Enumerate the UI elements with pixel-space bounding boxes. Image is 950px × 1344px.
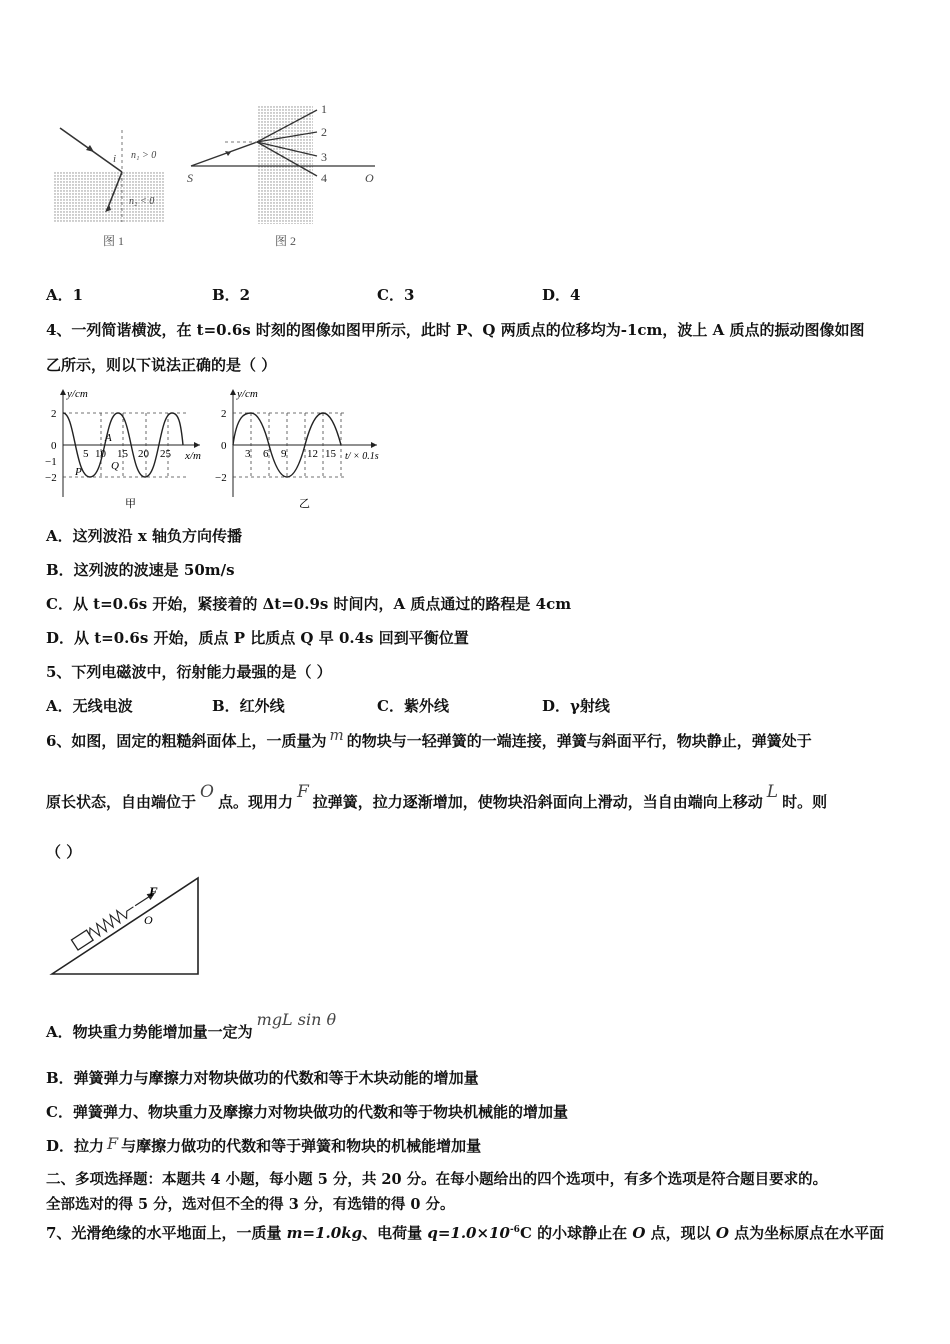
q4-left-ytick-m2: −2 [45, 472, 57, 484]
q6-line2c: 拉弹簧，拉力逐渐增加，使物块沿斜面向上滑动，当自由端向上移动 [312, 793, 763, 811]
q5-option-a: A．无线电波 [46, 697, 133, 715]
q7-exponent: -6 [509, 1225, 520, 1235]
q6-stem-line2 [46, 782, 828, 812]
fig2-o: O [365, 171, 374, 185]
q4-option-c: C．从 t=0.6s 开始，紧接着的 Δt=0.9s 时间内，A 质点通过的路程是 4cm [46, 595, 572, 613]
q3-option-d: D．4 [542, 286, 581, 304]
figure-2 [187, 102, 375, 248]
q4-left-xtick-5: 5 [83, 448, 89, 460]
q6-line1a: 6、如图，固定的粗糙斜面体上，一质量为 [46, 732, 327, 750]
q6-fig-f: F [149, 884, 158, 899]
q6-stem-line3: （ ） [46, 843, 82, 861]
q6-option-d-a: D．拉力 [46, 1137, 105, 1155]
q4-stem-line1: 4、一列简谐横波，在 t=0.6s 时刻的图像如图甲所示，此时 P、Q 两质点的位移均为-1cm，波上 A 质点的振动图像如图 [46, 321, 865, 339]
q6-option-d [46, 1136, 481, 1156]
q4-stem-line2: 乙所示，则以下说法正确的是（ ） [46, 356, 277, 374]
q6-option-d-b: 与摩擦力做功的代数和等于弹簧和物块的机械能增加量 [121, 1137, 482, 1155]
q5-option-d: D．γ射线 [542, 697, 610, 715]
q4-right-xtick-6: 6 [263, 448, 269, 460]
q4-right-caption: 乙 [299, 498, 310, 510]
q6-line2a: 原长状态，自由端位于 [46, 793, 197, 811]
q4-right-xlabel: t/ × 0.1s [345, 451, 379, 462]
q6-f-symbol: F [296, 782, 309, 802]
q4-option-d: D．从 t=0.6s 开始，质点 P 比质点 Q 早 0.4s 回到平衡位置 [46, 629, 469, 647]
q4-left-xtick-20: 20 [138, 448, 149, 460]
q4-right-ytick-0: 0 [221, 440, 227, 452]
q6-o-symbol: O [200, 782, 214, 802]
q4-left-caption: 甲 [125, 498, 136, 510]
fig1-label: 图 1 [103, 234, 125, 248]
q4-right-xtick-9: 9 [281, 448, 287, 460]
q4-point-a: A [105, 432, 112, 444]
fig2-ray-2: 2 [321, 125, 327, 139]
q4-right-xtick-15: 15 [325, 448, 336, 460]
q6-line1b: 的物块与一轻弹簧的一端连接，弹簧与斜面平行，物块静止，弹簧处于 [346, 732, 812, 750]
q7-c: 、电荷量 [362, 1224, 428, 1242]
q4-right-ytick-2: 2 [221, 408, 227, 420]
q4-left-xlabel: x/m [185, 450, 201, 462]
q6-line2d: 时。则 [782, 793, 828, 811]
fig1-n1: n₁ > 0 [131, 150, 157, 161]
q7-o1: O [632, 1224, 646, 1242]
q6-option-c: C．弹簧弹力、物块重力及摩擦力对物块做功的代数和等于物块机械能的增加量 [46, 1103, 568, 1121]
q3-option-c: C．3 [377, 286, 415, 304]
fig1-i: i [113, 153, 117, 165]
fig2-s: S [187, 171, 193, 185]
q3-option-b: B．2 [212, 286, 251, 304]
q4-left-ytick-2: 2 [51, 408, 57, 420]
fig2-ray-1: 1 [321, 102, 327, 116]
q6-fig-o: O [144, 913, 153, 927]
q4-right-xtick-3: 3 [245, 448, 251, 460]
q7-o2: O [715, 1224, 729, 1242]
q6-mass-symbol: m [329, 726, 344, 744]
q4-option-a: A．这列波沿 x 轴负方向传播 [46, 527, 243, 545]
q4-right-ytick-m2: −2 [215, 472, 227, 484]
q4-left-xtick-10: 10 [95, 448, 106, 460]
q4-right-ylabel: y/cm [237, 388, 258, 400]
q6-option-d-f: F [107, 1134, 119, 1153]
q7-mass: m=1.0kg [286, 1224, 363, 1242]
fig2-label: 图 2 [275, 234, 297, 248]
q4-wave-graph [45, 385, 205, 510]
q4-point-p: P [75, 466, 82, 478]
q4-right-xtick-12: 12 [307, 448, 318, 460]
q6-option-a-text: A．物块重力势能增加量一定为 [46, 1023, 253, 1041]
q5-option-c: C．紫外线 [377, 697, 449, 715]
q5-stem: 5、下列电磁波中，衍射能力最强的是（ ） [46, 663, 332, 681]
q4-point-q: Q [111, 460, 119, 472]
figure-1 [53, 128, 165, 248]
figure-refraction [45, 100, 405, 250]
q6-incline-figure [48, 872, 208, 982]
q7-h: 点，现以 [645, 1224, 716, 1242]
section2-line2: 全部选对的得 5 分，选对但不全的得 3 分，有选错的得 0 分。 [46, 1196, 455, 1213]
q7-charge: q=1.0×10 [427, 1224, 510, 1242]
q4-left-xtick-15: 15 [117, 448, 128, 460]
q6-option-b: B．弹簧弹力与摩擦力对物块做功的代数和等于木块动能的增加量 [46, 1069, 479, 1087]
q4-left-ylabel: y/cm [67, 388, 88, 400]
q6-stem-line1 [46, 726, 812, 751]
q7-f: C 的小球静止在 [519, 1224, 633, 1242]
fig2-ray-3: 3 [321, 150, 327, 164]
section2-line1: 二、多项选择题：本题共 4 小题，每小题 5 分，共 20 分。在每小题给出的四个选项中，有多个选项是符合题目要求的。 [46, 1171, 828, 1188]
q6-option-a [46, 1010, 337, 1042]
q4-left-ytick-0: 0 [51, 440, 57, 452]
q7-a: 7、光滑绝缘的水平地面上，一质量 [46, 1224, 287, 1242]
q3-option-a: A．1 [46, 286, 84, 304]
q4-option-b: B．这列波的波速是 50m/s [46, 561, 235, 579]
q4-left-ytick-m1: −1 [45, 456, 57, 468]
q4-vibration-graph [215, 385, 395, 510]
q6-l-symbol: L [766, 782, 779, 802]
q7-j: 点为坐标原点在水平面 [728, 1224, 885, 1242]
q7-stem [46, 1220, 884, 1243]
q6-option-a-math: mgL sin θ [256, 1010, 337, 1029]
q4-left-xtick-25: 25 [160, 448, 171, 460]
q6-line2b: 点。现用力 [217, 793, 293, 811]
q5-option-b: B．红外线 [212, 697, 285, 715]
fig2-ray-4: 4 [321, 171, 327, 185]
fig1-n2: n₂ < 0 [129, 196, 155, 207]
